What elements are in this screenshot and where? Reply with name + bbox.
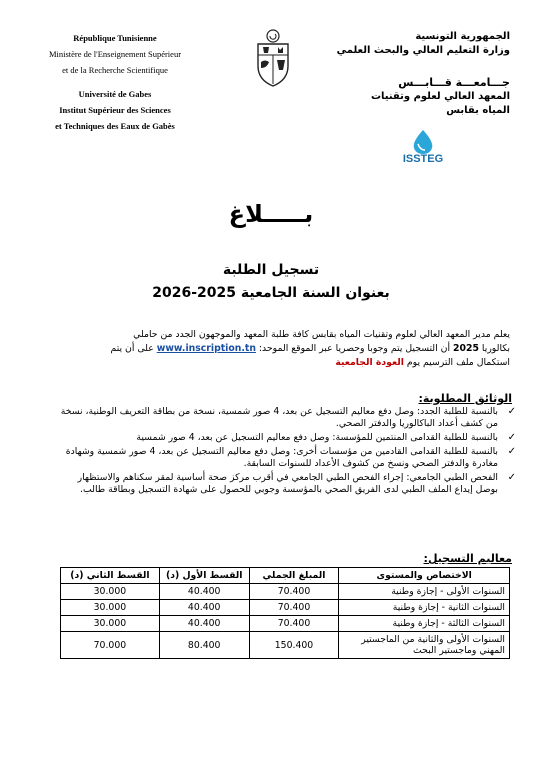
table-cell: 40.400 xyxy=(159,584,249,600)
documents-heading: الوثائق المطلوبة: xyxy=(418,392,512,405)
table-cell: 70.400 xyxy=(249,584,339,600)
fees-heading: معاليم التسجيل: xyxy=(423,552,512,565)
table-cell: 40.400 xyxy=(159,616,249,632)
document-item: ✓ الفحص الطبي الجامعي: إجراء الفحص الطبي الجامعي في أقرب مركز صحة أساسية لمقر سكناهم والاستظهار بوصل إيداع الملف الطبي لدى الفريق الصحي بالمؤسسة وجوبي للحصول على شهادة التسجيل وبطاقة طالب. xyxy=(77,472,516,495)
table-cell: 150.400 xyxy=(249,632,339,659)
checkmark-icon: ✓ xyxy=(507,472,516,483)
document-item: ✓ بالنسبة للطلبة القدامى المنتمين للمؤسسة: وصل دفع معاليم التسجيل عن بعد، 4 صور شمسية xyxy=(136,432,516,443)
subtitle-registration: تسجيل الطلبة xyxy=(222,262,320,278)
table-cell: 30.000 xyxy=(61,600,160,616)
coat-of-arms-emblem xyxy=(252,28,294,88)
return-day-highlight: العودة الجامعية xyxy=(335,357,404,368)
table-cell: السنوات الأولى - إجازة وطنية xyxy=(339,584,510,600)
header-french xyxy=(30,30,200,134)
documents-list xyxy=(58,406,516,498)
table-cell: السنوات الثالثة - إجازة وطنية xyxy=(339,616,510,632)
table-cell: السنوات الأولى والثانية من الماجستير المهني وماجستير البحث xyxy=(339,632,510,659)
table-cell: 70.400 xyxy=(249,616,339,632)
table-cell: 70.000 xyxy=(61,632,160,659)
intro-line-3: استكمال ملف الترسيم يوم العودة الجامعية xyxy=(335,357,510,368)
inscription-link[interactable]: www.inscription.tn xyxy=(156,343,256,354)
header-fr-line: et Techniques des Eaux de Gabès xyxy=(55,121,175,131)
header-fr-line: et de la Recherche Scientifique xyxy=(62,65,168,75)
column-header: المبلغ الجملي xyxy=(249,568,339,584)
header-fr-line: Université de Gabes xyxy=(78,89,152,99)
table-cell: السنوات الثانية - إجازة وطنية xyxy=(339,600,510,616)
table-cell: 40.400 xyxy=(159,600,249,616)
issteg-logo xyxy=(398,128,448,166)
column-header: الاختصاص والمستوى xyxy=(339,568,510,584)
intro-paragraph xyxy=(58,328,510,370)
header-ar-line: المعهد العالي لعلوم وتقنيات xyxy=(370,91,510,102)
table-cell: 80.400 xyxy=(159,632,249,659)
header-fr-line: République Tunisienne xyxy=(73,33,157,43)
header-ar-line: وزارة التعليم العالي والبحث العلمي xyxy=(336,45,510,56)
logo-text: ISSTEG xyxy=(402,153,444,165)
intro-line-2: بكالوريا 2025 أن التسجيل يتم وجوبا وحصريا عبر الموقع الموحد: www.inscription.tn على أن يتم xyxy=(110,343,510,354)
table-row xyxy=(61,584,510,600)
bac-year: 2025 xyxy=(453,343,479,354)
fees-table xyxy=(60,567,510,659)
checkmark-icon: ✓ xyxy=(507,406,516,417)
header-fr-line: Ministère de l'Enseignement Supérieur xyxy=(48,49,182,59)
table-header-row xyxy=(61,568,510,584)
header-ar-line: جـــامعـــة قـــابـــس xyxy=(398,76,510,89)
checkmark-icon: ✓ xyxy=(507,432,516,443)
intro-line: يعلم مدير المعهد العالي لعلوم وتقنيات المياه بقابس كافة طلبة المعهد والموجهون الجدد من حاملي xyxy=(133,329,510,340)
column-header: القسط الأول (د) xyxy=(159,568,249,584)
table-cell: 30.000 xyxy=(61,616,160,632)
subtitle-academic-year: بعنوان السنة الجامعية 2025-2026 xyxy=(152,285,390,301)
document-item: ✓ بالنسبة للطلبة القدامى القادمين من مؤسسات أخرى: وصل دفع معاليم التسجيل عن بعد، 4 صور شمسية وشهادة مغادرة والدفتر الصحي ونسخ من كشوف الأعداد للسنوات السابقة. xyxy=(65,446,516,469)
table-cell: 70.400 xyxy=(249,600,339,616)
page-title: بـــــلاغ xyxy=(228,200,314,228)
header-ar-line: المياه بقابس xyxy=(446,105,510,116)
table-row xyxy=(61,600,510,616)
table-cell: 30.000 xyxy=(61,584,160,600)
table-row xyxy=(61,632,510,659)
header-ar-line: الجمهورية التونسية xyxy=(415,31,510,42)
header-arabic xyxy=(330,30,510,118)
header-fr-line: Institut Supérieur des Sciences xyxy=(59,105,171,115)
table-row xyxy=(61,616,510,632)
checkmark-icon: ✓ xyxy=(507,446,516,457)
column-header: القسط الثاني (د) xyxy=(61,568,160,584)
document-item: ✓ بالنسبة للطلبة الجدد: وصل دفع معاليم التسجيل عن بعد، 4 صور شمسية، نسخة من بطاقة التعريف الوطنية، نسخة من كشف أعداد الباكالوريا والدفتر الصحي. xyxy=(60,406,516,429)
